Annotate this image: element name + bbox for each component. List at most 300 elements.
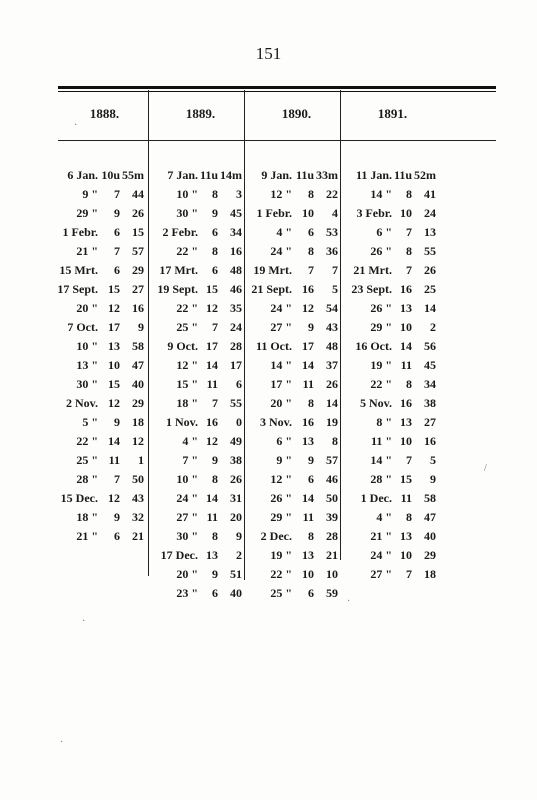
hours-cell: 12 xyxy=(206,301,218,315)
date-cell: 3 Febr. xyxy=(356,206,392,220)
minutes-cell: 48 xyxy=(230,263,242,277)
hours-cell: 9 xyxy=(114,415,120,429)
table-row xyxy=(246,320,340,339)
hours-cell: 10 xyxy=(400,206,412,220)
minutes-cell: 17 xyxy=(230,358,242,372)
date-cell: 26 " xyxy=(270,491,292,505)
table-row xyxy=(150,491,244,510)
hours-cell: 16 xyxy=(400,396,412,410)
minutes-cell: 18 xyxy=(132,415,144,429)
minutes-cell: 32 xyxy=(132,510,144,524)
minutes-cell: 16 xyxy=(230,244,242,258)
table-row xyxy=(342,206,438,225)
column-separator xyxy=(340,90,341,560)
minutes-cell: 57 xyxy=(326,453,338,467)
date-cell: 29 " xyxy=(270,510,292,524)
date-cell: 27 " xyxy=(176,510,198,524)
table-row xyxy=(342,548,438,567)
hours-cell: 8 xyxy=(308,396,314,410)
date-cell: 14 " xyxy=(370,453,392,467)
minutes-cell: 35 xyxy=(230,301,242,315)
minutes-cell: 13 xyxy=(424,225,436,239)
minutes-cell: 8 xyxy=(332,434,338,448)
hours-cell: 16 xyxy=(400,282,412,296)
minutes-cell: 55m xyxy=(122,168,144,182)
date-cell: 1 Dec. xyxy=(360,491,392,505)
hours-cell: 7 xyxy=(114,244,120,258)
table-row xyxy=(54,320,146,339)
minutes-cell: 12 xyxy=(132,434,144,448)
minutes-cell: 16 xyxy=(424,434,436,448)
date-cell: 4 " xyxy=(182,434,198,448)
table-row xyxy=(342,434,438,453)
table-row xyxy=(246,491,340,510)
hours-cell: 7 xyxy=(114,472,120,486)
table-row xyxy=(150,187,244,206)
minutes-cell: 34 xyxy=(424,377,436,391)
hours-cell: 12 xyxy=(108,491,120,505)
hours-cell: 11u xyxy=(295,168,314,182)
date-cell: 25 " xyxy=(176,320,198,334)
minutes-cell: 55 xyxy=(230,396,242,410)
table-row xyxy=(246,244,340,263)
hours-cell: 8 xyxy=(212,187,218,201)
minutes-cell: 58 xyxy=(424,491,436,505)
hours-cell: 7 xyxy=(308,263,314,277)
table-row xyxy=(246,453,340,472)
date-cell: 7 Oct. xyxy=(67,320,98,334)
table-row xyxy=(246,415,340,434)
minutes-cell: 25 xyxy=(424,282,436,296)
minutes-cell: 45 xyxy=(230,206,242,220)
minutes-cell: 24 xyxy=(424,206,436,220)
minutes-cell: 57 xyxy=(132,244,144,258)
print-speck: · xyxy=(74,120,78,131)
minutes-cell: 40 xyxy=(230,586,242,600)
hours-cell: 15 xyxy=(108,377,120,391)
top-rule-thin xyxy=(58,91,496,92)
table-row xyxy=(246,339,340,358)
hours-cell: 12 xyxy=(206,434,218,448)
minutes-cell: 26 xyxy=(230,472,242,486)
table-row xyxy=(54,282,146,301)
hours-cell: 8 xyxy=(212,472,218,486)
minutes-cell: 38 xyxy=(424,396,436,410)
date-cell: 24 " xyxy=(370,548,392,562)
minutes-cell: 52m xyxy=(414,168,436,182)
date-cell: 28 " xyxy=(370,472,392,486)
table-row xyxy=(54,434,146,453)
minutes-cell: 47 xyxy=(132,358,144,372)
hours-cell: 17 xyxy=(206,339,218,353)
date-cell: 26 " xyxy=(370,301,392,315)
hours-cell: 12 xyxy=(108,301,120,315)
date-cell: 25 " xyxy=(76,453,98,467)
table-row xyxy=(150,263,244,282)
table-row xyxy=(150,377,244,396)
hours-cell: 8 xyxy=(308,529,314,543)
hours-cell: 13 xyxy=(302,548,314,562)
data-column-1890 xyxy=(246,168,340,605)
date-cell: 22 " xyxy=(176,244,198,258)
date-cell: 12 " xyxy=(270,187,292,201)
table-row xyxy=(342,491,438,510)
table-row xyxy=(246,301,340,320)
minutes-cell: 47 xyxy=(424,510,436,524)
hours-cell: 8 xyxy=(308,187,314,201)
date-cell: 1 Febr. xyxy=(62,225,98,239)
date-cell: 4 " xyxy=(376,510,392,524)
minutes-cell: 50 xyxy=(326,491,338,505)
table-row xyxy=(342,168,438,187)
table-row xyxy=(246,472,340,491)
hours-cell: 8 xyxy=(406,510,412,524)
date-cell: 12 " xyxy=(176,358,198,372)
column-separator xyxy=(148,90,149,576)
minutes-cell: 22 xyxy=(326,187,338,201)
table-row xyxy=(342,244,438,263)
table-row xyxy=(246,225,340,244)
minutes-cell: 18 xyxy=(424,567,436,581)
hours-cell: 11 xyxy=(206,377,218,391)
year-heading-1888: 1888. xyxy=(89,106,120,121)
table-row xyxy=(342,396,438,415)
table-row xyxy=(342,339,438,358)
hours-cell: 9 xyxy=(114,510,120,524)
minutes-cell: 29 xyxy=(132,263,144,277)
hours-cell: 6 xyxy=(114,529,120,543)
hours-cell: 7 xyxy=(212,396,218,410)
date-cell: 14 " xyxy=(370,187,392,201)
table-row xyxy=(342,567,438,586)
date-cell: 28 " xyxy=(76,472,98,486)
hours-cell: 10 xyxy=(400,434,412,448)
hours-cell: 13 xyxy=(108,339,120,353)
hours-cell: 6 xyxy=(308,225,314,239)
date-cell: 6 Jan. xyxy=(67,168,98,182)
minutes-cell: 26 xyxy=(424,263,436,277)
table-row xyxy=(54,358,146,377)
date-cell: 24 " xyxy=(270,301,292,315)
date-cell: 5 " xyxy=(82,415,98,429)
minutes-cell: 36 xyxy=(326,244,338,258)
hours-cell: 11 xyxy=(108,453,120,467)
minutes-cell: 56 xyxy=(424,339,436,353)
minutes-cell: 29 xyxy=(132,396,144,410)
hours-cell: 11 xyxy=(400,358,412,372)
hours-cell: 17 xyxy=(108,320,120,334)
table-row xyxy=(342,358,438,377)
table-row xyxy=(150,434,244,453)
minutes-cell: 21 xyxy=(326,548,338,562)
date-cell: 19 " xyxy=(370,358,392,372)
minutes-cell: 38 xyxy=(230,453,242,467)
hours-cell: 6 xyxy=(308,472,314,486)
table-row xyxy=(342,187,438,206)
date-cell: 17 Dec. xyxy=(160,548,198,562)
date-cell: 21 Sept. xyxy=(251,282,292,296)
table-row xyxy=(342,263,438,282)
table-row xyxy=(342,453,438,472)
hours-cell: 10 xyxy=(400,548,412,562)
hours-cell: 11u xyxy=(199,168,218,182)
hours-cell: 11 xyxy=(302,377,314,391)
table-row xyxy=(54,529,146,548)
hours-cell: 8 xyxy=(406,377,412,391)
date-cell: 26 " xyxy=(370,244,392,258)
hours-cell: 13 xyxy=(400,529,412,543)
table-row xyxy=(150,168,244,187)
minutes-cell: 28 xyxy=(326,529,338,543)
minutes-cell: 24 xyxy=(230,320,242,334)
minutes-cell: 45 xyxy=(424,358,436,372)
minutes-cell: 10 xyxy=(326,567,338,581)
table-row xyxy=(150,510,244,529)
minutes-cell: 34 xyxy=(230,225,242,239)
table-row xyxy=(150,548,244,567)
print-speck: · xyxy=(82,616,86,627)
table-row xyxy=(54,244,146,263)
date-cell: 11 Jan. xyxy=(355,168,392,182)
table-row xyxy=(246,168,340,187)
data-column-1889 xyxy=(150,168,244,605)
table-row xyxy=(342,510,438,529)
table-row xyxy=(150,244,244,263)
hours-cell: 8 xyxy=(308,244,314,258)
hours-cell: 13 xyxy=(206,548,218,562)
table-row xyxy=(150,472,244,491)
hours-cell: 16 xyxy=(302,415,314,429)
date-cell: 17 Sept. xyxy=(57,282,98,296)
hours-cell: 6 xyxy=(212,586,218,600)
date-cell: 15 " xyxy=(176,377,198,391)
hours-cell: 15 xyxy=(108,282,120,296)
date-cell: 1 Nov. xyxy=(165,415,198,429)
hours-cell: 16 xyxy=(302,282,314,296)
hours-cell: 8 xyxy=(406,187,412,201)
minutes-cell: 46 xyxy=(326,472,338,486)
date-cell: 7 Jan. xyxy=(167,168,198,182)
hours-cell: 9 xyxy=(212,206,218,220)
minutes-cell: 28 xyxy=(230,339,242,353)
hours-cell: 10 xyxy=(108,358,120,372)
minutes-cell: 31 xyxy=(230,491,242,505)
date-cell: 9 Jan. xyxy=(261,168,292,182)
date-cell: 6 " xyxy=(376,225,392,239)
minutes-cell: 9 xyxy=(430,472,436,486)
minutes-cell: 27 xyxy=(132,282,144,296)
table-row xyxy=(150,320,244,339)
table-row xyxy=(54,187,146,206)
hours-cell: 13 xyxy=(302,434,314,448)
hours-cell: 11 xyxy=(400,491,412,505)
table-row xyxy=(246,567,340,586)
date-cell: 10 " xyxy=(176,472,198,486)
year-heading-1891: 1891. xyxy=(377,106,408,121)
hours-cell: 14 xyxy=(206,491,218,505)
hours-cell: 6 xyxy=(308,586,314,600)
minutes-cell: 14 xyxy=(424,301,436,315)
minutes-cell: 43 xyxy=(326,320,338,334)
minutes-cell: 16 xyxy=(132,301,144,315)
hours-cell: 8 xyxy=(406,244,412,258)
page-number: 151 xyxy=(255,44,282,63)
top-rule-thick xyxy=(58,86,496,89)
date-cell: 14 " xyxy=(270,358,292,372)
date-cell: 30 " xyxy=(176,206,198,220)
hours-cell: 14 xyxy=(108,434,120,448)
table-row xyxy=(150,567,244,586)
date-cell: 11 Oct. xyxy=(256,339,292,353)
date-cell: 18 " xyxy=(76,510,98,524)
minutes-cell: 21 xyxy=(132,529,144,543)
hours-cell: 13 xyxy=(400,415,412,429)
date-cell: 22 " xyxy=(370,377,392,391)
date-cell: 22 " xyxy=(270,567,292,581)
header-rule xyxy=(58,140,496,141)
minutes-cell: 2 xyxy=(430,320,436,334)
date-cell: 4 " xyxy=(276,225,292,239)
hours-cell: 7 xyxy=(212,320,218,334)
minutes-cell: 9 xyxy=(138,320,144,334)
hours-cell: 14 xyxy=(206,358,218,372)
date-cell: 22 " xyxy=(76,434,98,448)
table-row xyxy=(150,301,244,320)
table-row xyxy=(150,396,244,415)
table-row xyxy=(150,206,244,225)
date-cell: 20 " xyxy=(76,301,98,315)
table-row xyxy=(54,225,146,244)
date-cell: 27 " xyxy=(270,320,292,334)
date-cell: 8 " xyxy=(376,415,392,429)
date-cell: 12 " xyxy=(270,472,292,486)
hours-cell: 9 xyxy=(114,206,120,220)
table-row xyxy=(54,377,146,396)
date-cell: 20 " xyxy=(176,567,198,581)
table-row xyxy=(246,282,340,301)
date-cell: 9 " xyxy=(82,187,98,201)
table-row xyxy=(246,586,340,605)
minutes-cell: 55 xyxy=(424,244,436,258)
hours-cell: 14 xyxy=(302,491,314,505)
date-cell: 11 " xyxy=(371,434,392,448)
date-cell: 2 Dec. xyxy=(260,529,292,543)
hours-cell: 15 xyxy=(206,282,218,296)
hours-cell: 12 xyxy=(108,396,120,410)
print-speck: · xyxy=(347,596,351,607)
minutes-cell: 14 xyxy=(326,396,338,410)
date-cell: 19 Sept. xyxy=(157,282,198,296)
hours-cell: 14 xyxy=(302,358,314,372)
minutes-cell: 29 xyxy=(424,548,436,562)
hours-cell: 12 xyxy=(302,301,314,315)
table-row xyxy=(150,225,244,244)
hours-cell: 13 xyxy=(400,301,412,315)
data-column-1888 xyxy=(54,168,146,548)
date-cell: 30 " xyxy=(76,377,98,391)
minutes-cell: 49 xyxy=(230,434,242,448)
hours-cell: 15 xyxy=(400,472,412,486)
year-heading-1889: 1889. xyxy=(185,106,216,121)
hours-cell: 6 xyxy=(212,225,218,239)
table-row xyxy=(342,282,438,301)
table-row xyxy=(150,282,244,301)
date-cell: 21 " xyxy=(76,529,98,543)
table-row xyxy=(54,206,146,225)
hours-cell: 6 xyxy=(114,225,120,239)
date-cell: 29 " xyxy=(76,206,98,220)
table-row xyxy=(150,586,244,605)
minutes-cell: 14m xyxy=(220,168,242,182)
table-row xyxy=(54,301,146,320)
table-row xyxy=(246,510,340,529)
minutes-cell: 19 xyxy=(326,415,338,429)
table-row xyxy=(54,472,146,491)
minutes-cell: 20 xyxy=(230,510,242,524)
date-cell: 27 " xyxy=(370,567,392,581)
minutes-cell: 9 xyxy=(236,529,242,543)
date-cell: 2 Nov. xyxy=(65,396,98,410)
date-cell: 17 Mrt. xyxy=(159,263,198,277)
hours-cell: 10 xyxy=(400,320,412,334)
table-row xyxy=(54,453,146,472)
date-cell: 19 Mrt. xyxy=(253,263,292,277)
hours-cell: 10 xyxy=(302,206,314,220)
date-cell: 6 " xyxy=(276,434,292,448)
table-row xyxy=(246,434,340,453)
hours-cell: 6 xyxy=(212,263,218,277)
hours-cell: 11 xyxy=(302,510,314,524)
table-row xyxy=(54,491,146,510)
table-row xyxy=(246,187,340,206)
table-row xyxy=(246,263,340,282)
minutes-cell: 58 xyxy=(132,339,144,353)
date-cell: 16 Oct. xyxy=(355,339,392,353)
table-row xyxy=(246,548,340,567)
date-cell: 21 " xyxy=(370,529,392,543)
table-row xyxy=(150,358,244,377)
print-speck: / xyxy=(484,463,487,474)
date-cell: 23 Sept. xyxy=(351,282,392,296)
minutes-cell: 40 xyxy=(132,377,144,391)
date-cell: 9 Oct. xyxy=(167,339,198,353)
minutes-cell: 0 xyxy=(236,415,242,429)
minutes-cell: 39 xyxy=(326,510,338,524)
hours-cell: 11 xyxy=(206,510,218,524)
table-row xyxy=(54,339,146,358)
data-column-1891 xyxy=(342,168,438,586)
minutes-cell: 40 xyxy=(424,529,436,543)
date-cell: 17 " xyxy=(270,377,292,391)
minutes-cell: 48 xyxy=(326,339,338,353)
minutes-cell: 26 xyxy=(326,377,338,391)
hours-cell: 17 xyxy=(302,339,314,353)
minutes-cell: 7 xyxy=(332,263,338,277)
table-row xyxy=(54,396,146,415)
minutes-cell: 59 xyxy=(326,586,338,600)
date-cell: 13 " xyxy=(76,358,98,372)
hours-cell: 7 xyxy=(406,225,412,239)
date-cell: 5 Nov. xyxy=(359,396,392,410)
date-cell: 29 " xyxy=(370,320,392,334)
date-cell: 19 " xyxy=(270,548,292,562)
table-row xyxy=(54,168,146,187)
table-row xyxy=(150,529,244,548)
year-heading-1890: 1890. xyxy=(281,106,312,121)
minutes-cell: 1 xyxy=(138,453,144,467)
minutes-cell: 41 xyxy=(424,187,436,201)
date-cell: 10 " xyxy=(76,339,98,353)
